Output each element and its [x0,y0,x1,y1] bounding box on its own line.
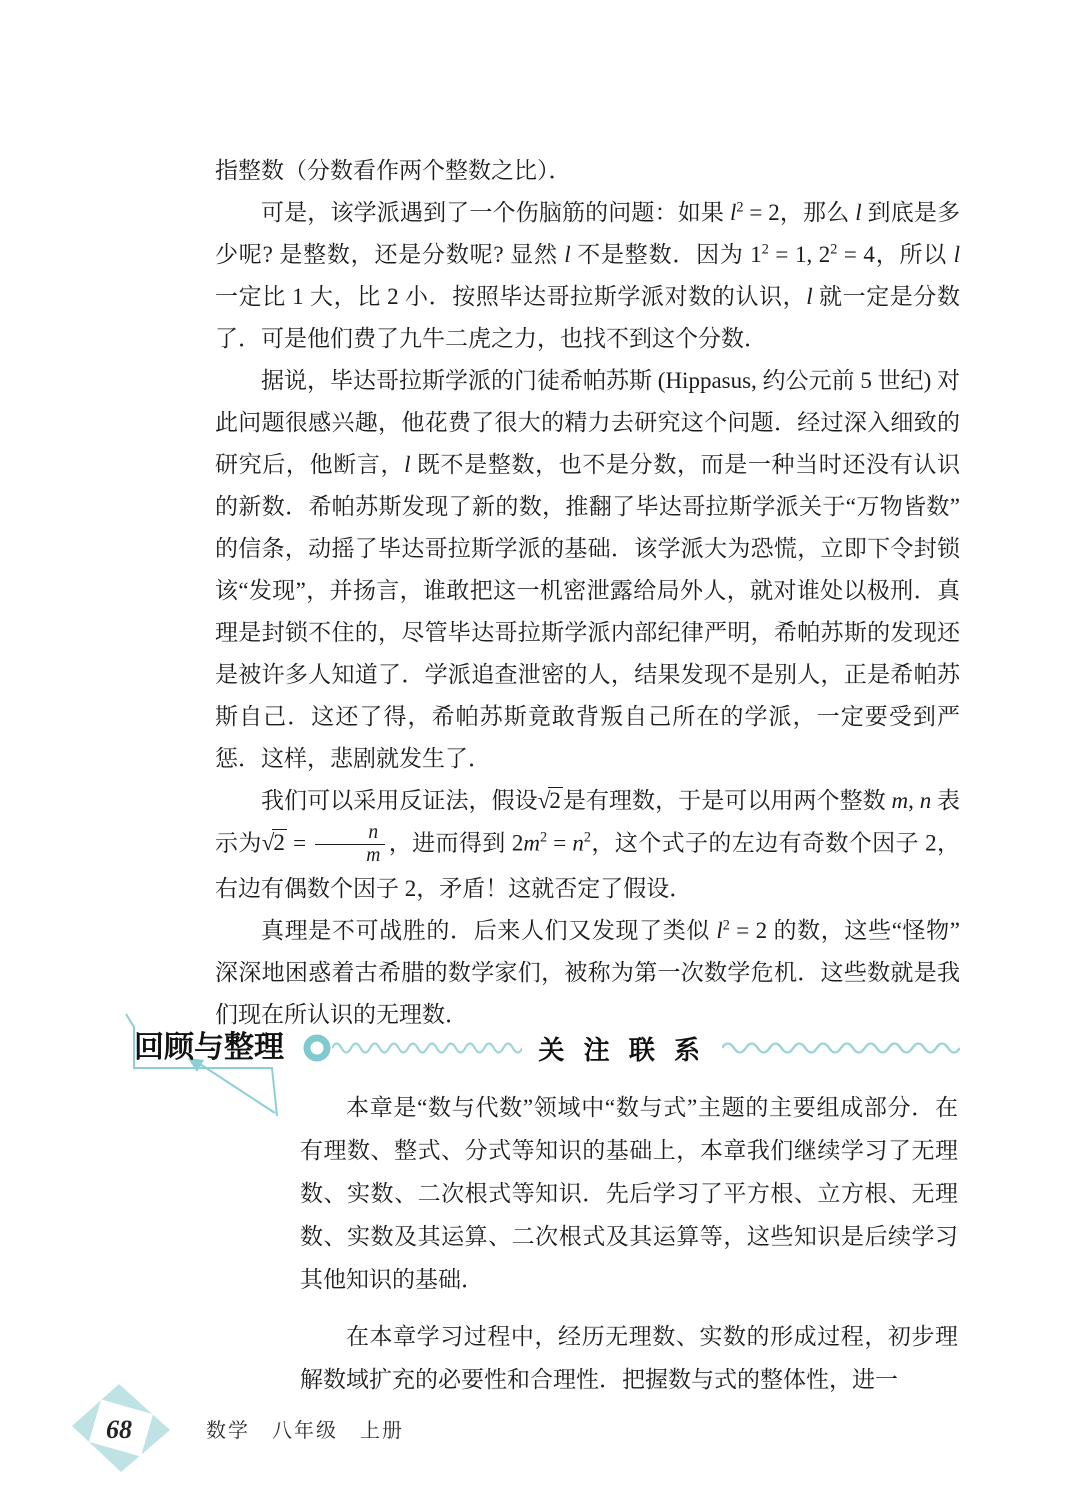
page-number: 68 [106,1415,132,1444]
body-text [215,150,960,1036]
review-label-callout [130,1012,300,1132]
paragraph: 真理是不可战胜的．后来人们又发现了类似 $l^2 = 2$ 的数，这些“怪物”深深地困惑着古希腊的数学家们，被称为第一次数学危机．这些数就是我们现在所认识的无理数． [215,917,961,1027]
page-footer [70,1382,404,1474]
paragraph: 指整数（分数看作两个整数之比）． [215,158,572,183]
page-number-diamond [70,1382,174,1474]
paragraph: 可是，该学派遇到了一个伤脑筋的问题：如果 $l^2 = 2$，那么 l 到底是多少呢? 是整数，还是分数呢? 显然 l 不是整数．因为 $1^2 = 1$, $2^2 = 4$，所以 l 一定比 1 大，比 2 小．按照毕达哥拉斯学派对数的认识，l 就一定是分数了．可是他们费了九牛二虎之力，也找不到这个分数． [215,199,961,351]
ring-icon [302,1033,332,1063]
paragraph: 据说，毕达哥拉斯学派的门徒希帕苏斯 (Hippasus, 约公元前 5 世纪) 对此问题很感兴趣，他花费了很大的精力去研究这个问题．经过深入细致的研究后，他断言，l 既不是整数，也不是分数，而是一种当时还没有认识的新数．希帕苏斯发现了新的数，推翻了毕达哥拉斯学派关于“万物皆数”的信条，动摇了毕达哥拉斯学派的基础．该学派大为恐慌，立即下令封锁该“发现”，并扬言，谁敢把这一机密泄露给局外人，就对谁处以极刑．真理是封锁不住的，尽管毕达哥拉斯学派内部纪律严明，希帕苏斯的发现还是被许多人知道了．学派追查泄密的人，结果发现不是别人，正是希帕苏斯自己．这还了得，希帕苏斯竟敢背叛自己所在的学派，一定要受到严惩．这样，悲剧就发生了． [215,368,960,771]
paragraph: 在本章学习过程中，经历无理数、实数的形成过程，初步理解数域扩充的必要性和合理性．把握数与式的整体性，进一 [300,1324,958,1392]
review-section [130,1012,960,1412]
paragraph: 我们可以采用反证法，假设√2是有理数，于是可以用两个整数 m, n 表示为√2 = $\frac{n}{m}$ ，进而得到 $2m^2 = n^2$，这个式子的左边有奇数个因子 2，右边有偶数个因子 2，矛盾！这就否定了假设． [215,788,961,901]
book-title: 数学 八年级 上册 [206,1419,404,1442]
review-label: 回顾与整理 [134,1031,284,1064]
banner-row [302,1032,960,1064]
wavy-line-decoration [722,1040,960,1056]
banner-title: 关 注 联 系 [538,1034,707,1065]
section-body [300,1086,958,1401]
paragraph: 本章是“数与代数”领域中“数与式”主题的主要组成部分．在有理数、整式、分式等知识的基础上，本章我们继续学习了无理数、实数、二次根式等知识．先后学习了平方根、立方根、无理数、实数及其运算、二次根式及其运算等，这些知识是后续学习其他知识的基础． [300,1095,958,1292]
wavy-line-decoration [332,1040,522,1056]
